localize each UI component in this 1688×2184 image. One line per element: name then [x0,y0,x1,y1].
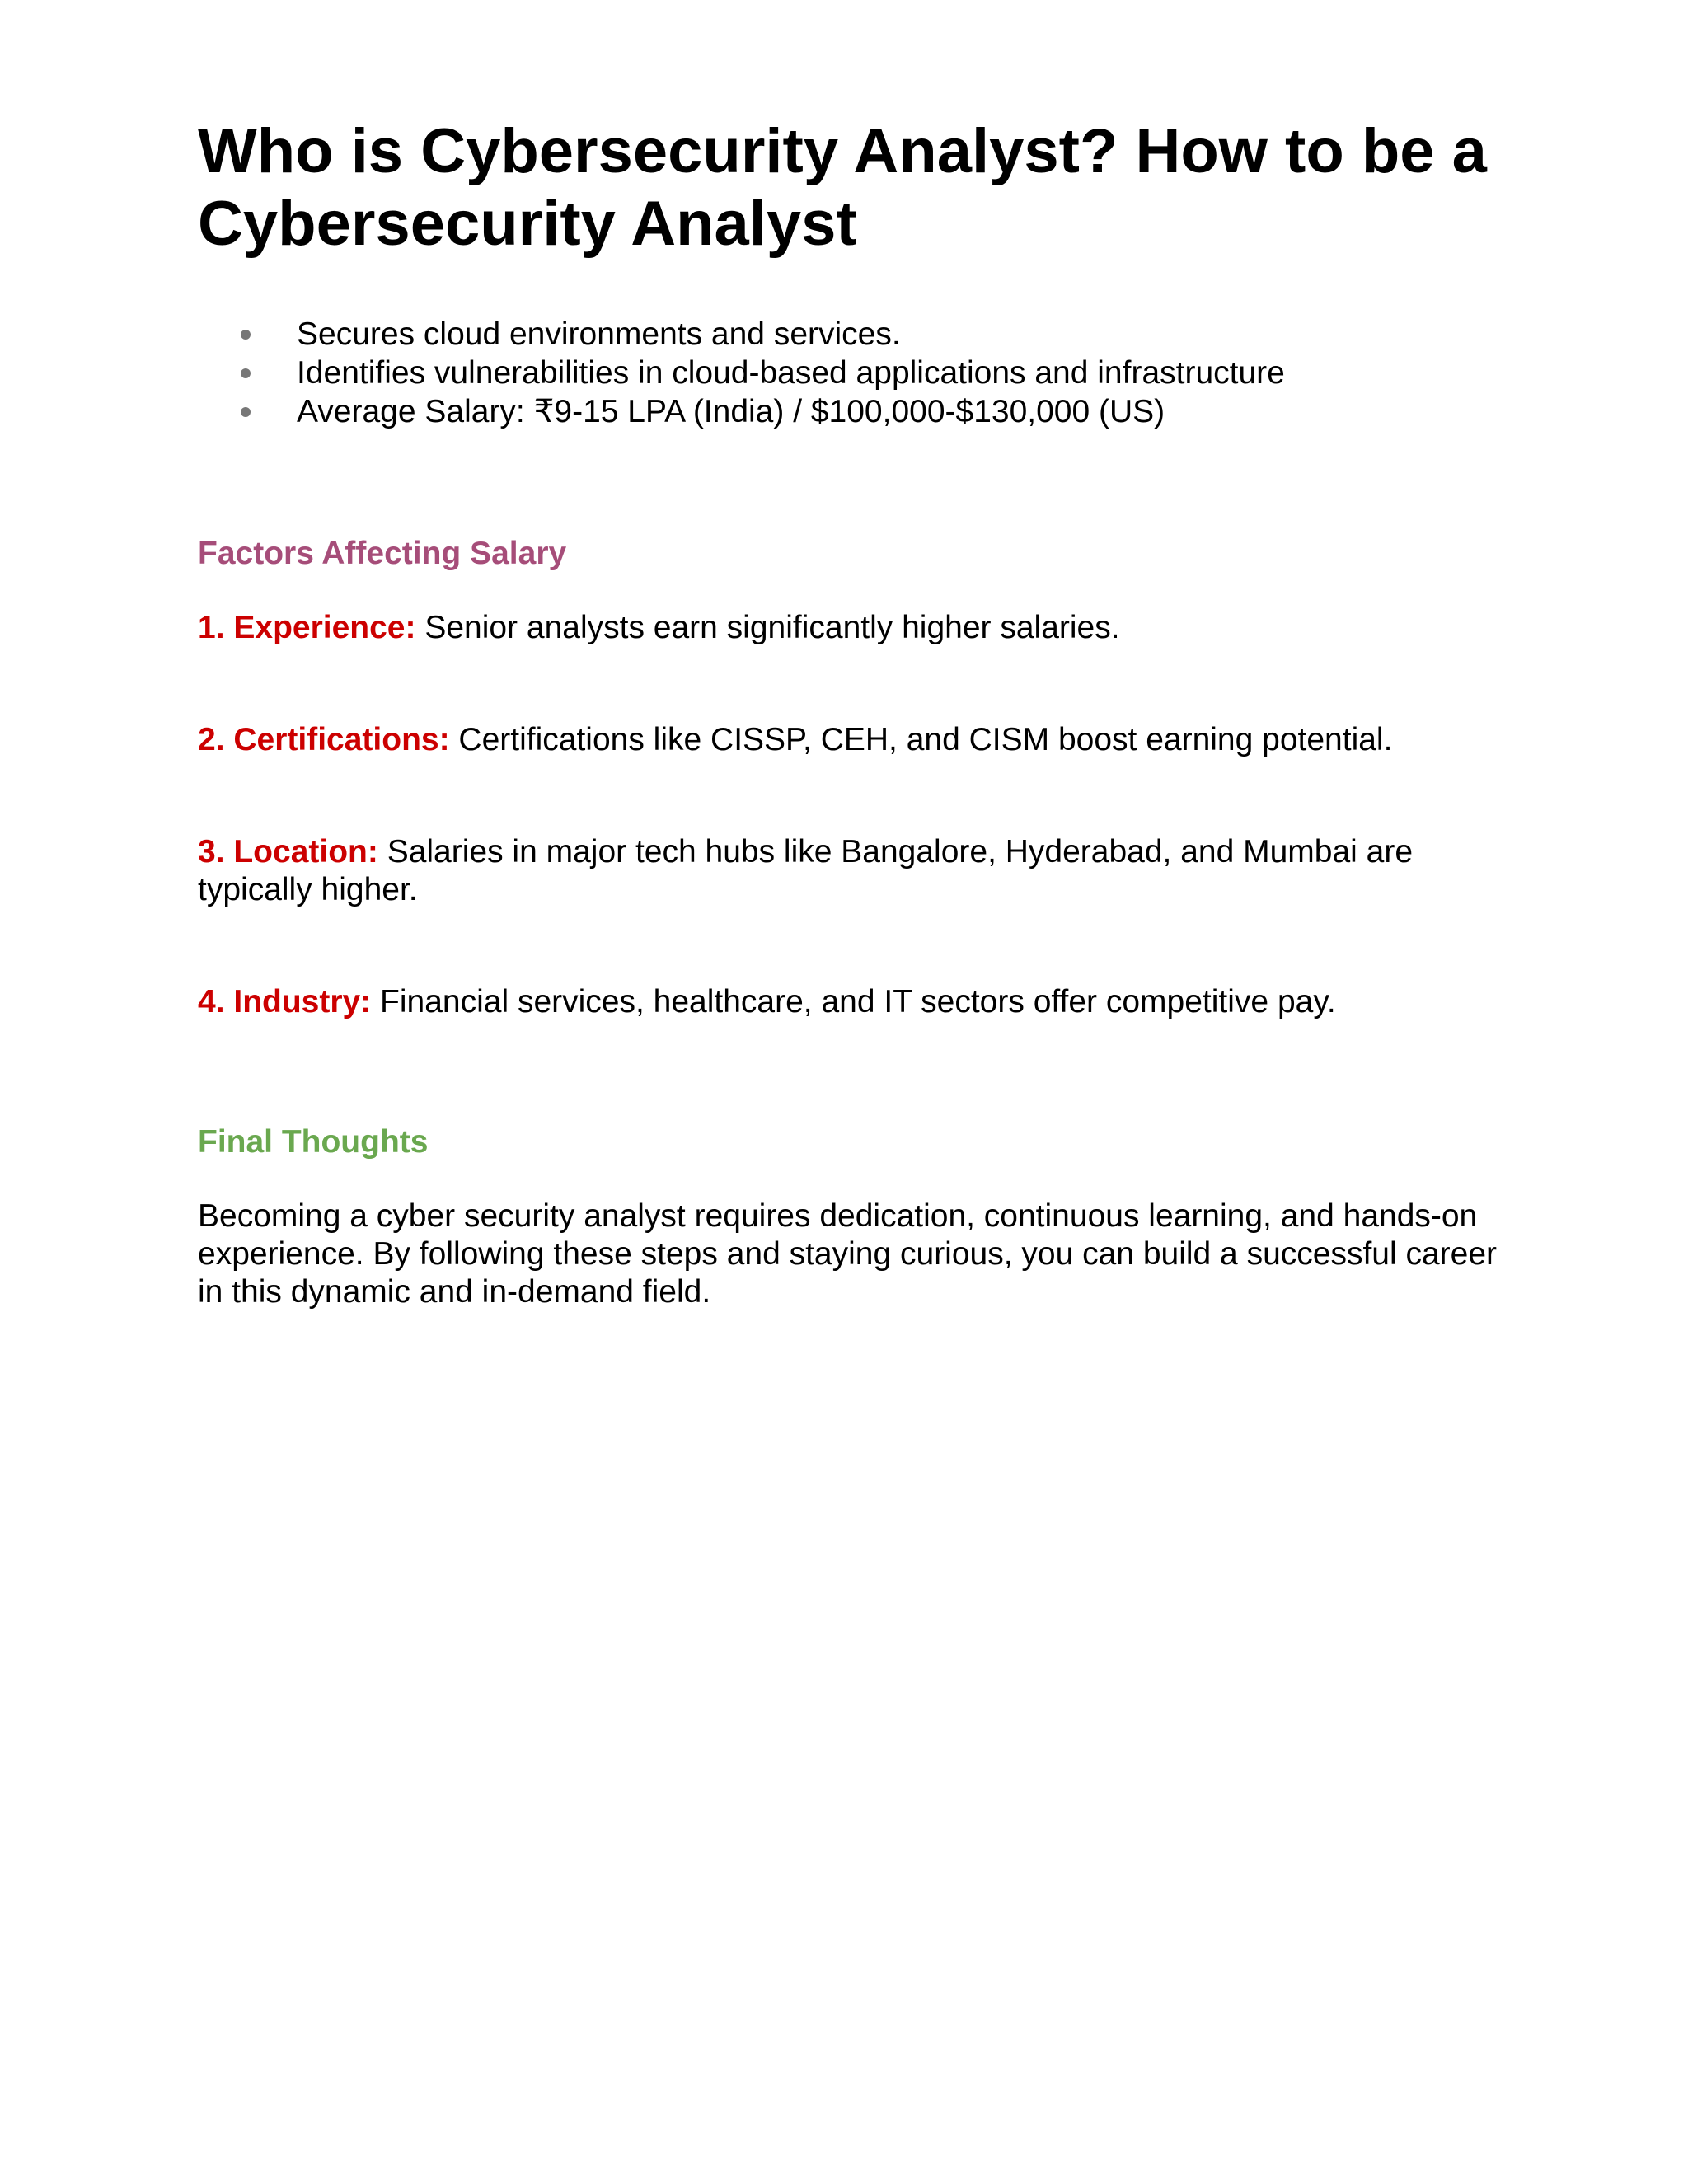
factor-label: 1. Experience: [198,610,416,645]
bullet-icon [241,368,251,378]
bullet-icon [241,330,251,340]
factor-text: Financial services, healthcare, and IT sectors offer competitive pay. [380,984,1336,1019]
factor-location [198,833,1500,909]
factor-text: Senior analysts earn significantly higher salaries. [424,610,1120,645]
list-item [241,354,1500,392]
factor-text: Salaries in major tech hubs like Bangalore, Hyderabad, and Mumbai are typically higher. [198,834,1414,907]
bullet-text: Average Salary: ₹9-15 LPA (India) / $100,000-$130,000 (US) [297,394,1165,429]
factor-experience [198,609,1500,647]
factor-label: 4. Industry: [198,984,372,1019]
factor-industry [198,983,1500,1021]
bullet-text: Identifies vulnerabilities in cloud-based applications and infrastructure [297,355,1285,391]
page-title: Who is Cybersecurity Analyst? How to be a Cybersecurity Analyst [198,116,1487,259]
list-item [241,315,1500,354]
document-page [198,115,1500,1311]
bullet-icon [241,407,251,417]
factor-label: 2. Certifications: [198,722,450,757]
factor-certifications [198,721,1500,759]
factor-label: 3. Location: [198,834,378,869]
final-thoughts-paragraph: Becoming a cyber security analyst requires dedication, continuous learning, and hands-on experience. By following these steps and staying curious, you can build a successful career in this dynamic and in-demand field. [198,1198,1498,1310]
bullet-text: Secures cloud environments and services. [297,316,901,352]
list-item [241,392,1500,431]
factor-text: Certifications like CISSP, CEH, and CISM boost earning potential. [458,722,1393,757]
final-thoughts-heading: Final Thoughts [198,1124,429,1160]
summary-bullet-list [198,315,1500,431]
factors-heading: Factors Affecting Salary [198,536,567,571]
